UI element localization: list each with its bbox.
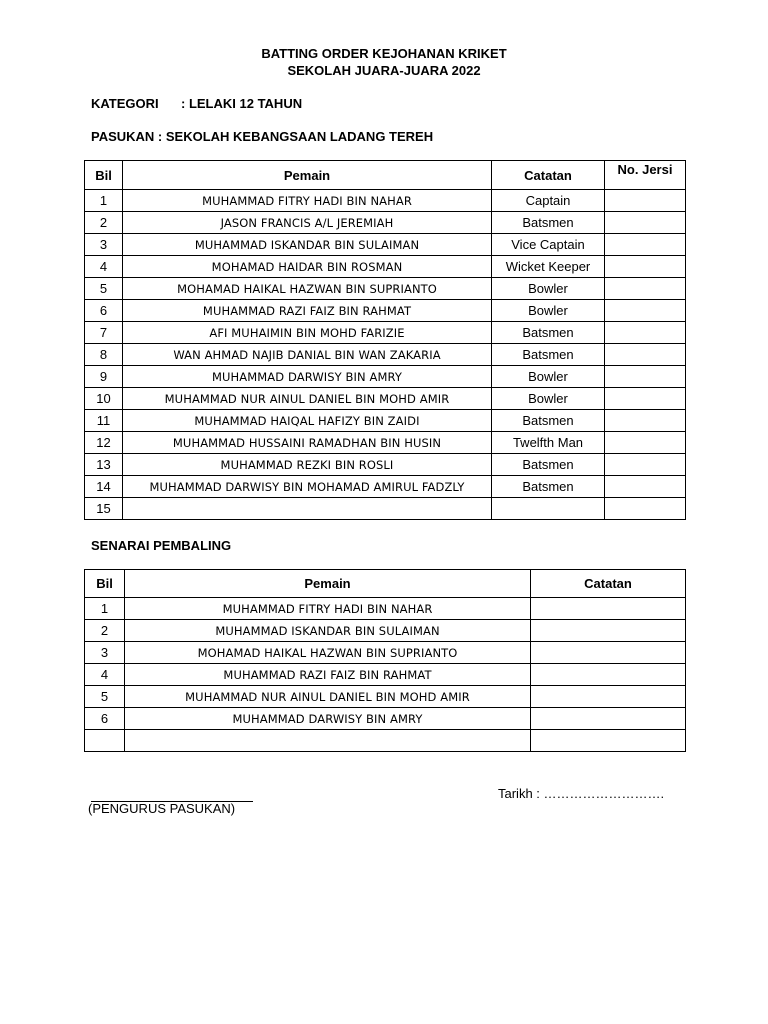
row-pemain xyxy=(125,730,531,752)
row-pemain: JASON FRANCIS A/L JEREMIAH xyxy=(123,212,492,234)
batting-header-row xyxy=(85,161,686,190)
document-subtitle: SEKOLAH JUARA-JUARA 2022 xyxy=(287,63,481,78)
row-pemain xyxy=(123,498,492,520)
batting-header-pemain: Pemain xyxy=(123,161,492,190)
row-catatan xyxy=(531,708,686,730)
kategori-value: : LELAKI 12 TAHUN xyxy=(181,96,303,111)
row-jersi xyxy=(605,432,686,454)
table-row xyxy=(85,234,686,256)
row-pemain: MOHAMAD HAIKAL HAZWAN BIN SUPRIANTO xyxy=(123,278,492,300)
row-pemain: MUHAMMAD FITRY HADI BIN NAHAR xyxy=(125,598,531,620)
row-catatan: Batsmen xyxy=(492,212,605,234)
document-title: BATTING ORDER KEJOHANAN KRIKET xyxy=(261,46,507,61)
row-pemain: AFI MUHAIMIN BIN MOHD FARIZIE xyxy=(123,322,492,344)
row-catatan xyxy=(531,620,686,642)
row-jersi xyxy=(605,234,686,256)
row-pemain: MUHAMMAD HAIQAL HAFIZY BIN ZAIDI xyxy=(123,410,492,432)
row-pemain: MUHAMMAD NUR AINUL DANIEL BIN MOHD AMIR xyxy=(123,388,492,410)
table-row xyxy=(85,642,686,664)
row-jersi xyxy=(605,454,686,476)
row-catatan: Bowler xyxy=(492,366,605,388)
row-catatan: Twelfth Man xyxy=(492,432,605,454)
row-catatan xyxy=(531,598,686,620)
table-row xyxy=(85,708,686,730)
row-pemain: MUHAMMAD ISKANDAR BIN SULAIMAN xyxy=(125,620,531,642)
date-field: Tarikh : ………………………. xyxy=(498,786,665,801)
row-jersi xyxy=(605,278,686,300)
row-bil: 4 xyxy=(85,664,125,686)
row-pemain: MOHAMAD HAIDAR BIN ROSMAN xyxy=(123,256,492,278)
row-bil: 3 xyxy=(85,234,123,256)
row-jersi xyxy=(605,190,686,212)
row-pemain: MUHAMMAD DARWISY BIN AMRY xyxy=(123,366,492,388)
table-row xyxy=(85,598,686,620)
senarai-pembaling-heading: SENARAI PEMBALING xyxy=(91,538,232,553)
row-catatan: Bowler xyxy=(492,300,605,322)
table-row xyxy=(85,300,686,322)
row-catatan: Batsmen xyxy=(492,476,605,498)
batting-header-jersi: No. Jersi xyxy=(605,161,686,190)
row-catatan: Bowler xyxy=(492,278,605,300)
table-row xyxy=(85,454,686,476)
batting-order-table xyxy=(84,160,686,520)
signature-label: (PENGURUS PASUKAN) xyxy=(88,801,236,816)
row-bil: 5 xyxy=(85,278,123,300)
table-row xyxy=(85,620,686,642)
table-row xyxy=(85,322,686,344)
row-bil: 9 xyxy=(85,366,123,388)
row-pemain: MUHAMMAD REZKI BIN ROSLI xyxy=(123,454,492,476)
bowler-rows xyxy=(85,598,686,752)
row-jersi xyxy=(605,366,686,388)
bowler-header-pemain: Pemain xyxy=(125,570,531,598)
row-pemain: MUHAMMAD NUR AINUL DANIEL BIN MOHD AMIR xyxy=(125,686,531,708)
row-catatan xyxy=(531,686,686,708)
row-catatan: Batsmen xyxy=(492,322,605,344)
row-catatan xyxy=(531,730,686,752)
row-bil: 5 xyxy=(85,686,125,708)
table-row xyxy=(85,432,686,454)
row-jersi xyxy=(605,476,686,498)
row-jersi xyxy=(605,410,686,432)
kategori-line xyxy=(91,95,302,112)
row-bil: 1 xyxy=(85,190,123,212)
bowler-list-table xyxy=(84,569,686,752)
row-pemain: MUHAMMAD DARWISY BIN MOHAMAD AMIRUL FADZLY xyxy=(123,476,492,498)
row-jersi xyxy=(605,344,686,366)
bowler-header-catatan: Catatan xyxy=(531,570,686,598)
row-pemain: MUHAMMAD HUSSAINI RAMADHAN BIN HUSIN xyxy=(123,432,492,454)
table-row xyxy=(85,476,686,498)
batting-header-bil: Bil xyxy=(85,161,123,190)
row-bil: 1 xyxy=(85,598,125,620)
kategori-label: KATEGORI xyxy=(91,96,159,111)
row-catatan: Batsmen xyxy=(492,410,605,432)
row-pemain: MUHAMMAD RAZI FAIZ BIN RAHMAT xyxy=(125,664,531,686)
row-bil: 2 xyxy=(85,620,125,642)
row-jersi xyxy=(605,212,686,234)
batting-header-catatan: Catatan xyxy=(492,161,605,190)
row-pemain: MOHAMAD HAIKAL HAZWAN BIN SUPRIANTO xyxy=(125,642,531,664)
row-bil: 11 xyxy=(85,410,123,432)
bowler-header-bil: Bil xyxy=(85,570,125,598)
row-bil: 4 xyxy=(85,256,123,278)
row-catatan xyxy=(531,642,686,664)
row-bil: 7 xyxy=(85,322,123,344)
row-catatan: Captain xyxy=(492,190,605,212)
table-row xyxy=(85,664,686,686)
row-bil: 6 xyxy=(85,708,125,730)
row-catatan xyxy=(531,664,686,686)
row-catatan xyxy=(492,498,605,520)
row-bil: 10 xyxy=(85,388,123,410)
row-bil: 14 xyxy=(85,476,123,498)
row-jersi xyxy=(605,322,686,344)
row-jersi xyxy=(605,300,686,322)
table-row xyxy=(85,278,686,300)
table-row xyxy=(85,686,686,708)
row-pemain: MUHAMMAD DARWISY BIN AMRY xyxy=(125,708,531,730)
row-bil: 13 xyxy=(85,454,123,476)
table-row xyxy=(85,190,686,212)
row-bil: 12 xyxy=(85,432,123,454)
table-row xyxy=(85,410,686,432)
row-bil: 15 xyxy=(85,498,123,520)
row-pemain: MUHAMMAD ISKANDAR BIN SULAIMAN xyxy=(123,234,492,256)
row-catatan: Bowler xyxy=(492,388,605,410)
table-row xyxy=(85,212,686,234)
row-pemain: MUHAMMAD FITRY HADI BIN NAHAR xyxy=(123,190,492,212)
row-pemain: MUHAMMAD RAZI FAIZ BIN RAHMAT xyxy=(123,300,492,322)
row-jersi xyxy=(605,498,686,520)
table-row xyxy=(85,256,686,278)
row-catatan: Wicket Keeper xyxy=(492,256,605,278)
table-row xyxy=(85,498,686,520)
row-catatan: Vice Captain xyxy=(492,234,605,256)
row-jersi xyxy=(605,388,686,410)
table-row xyxy=(85,366,686,388)
row-pemain: WAN AHMAD NAJIB DANIAL BIN WAN ZAKARIA xyxy=(123,344,492,366)
bowler-header-row xyxy=(85,570,686,598)
row-bil: 2 xyxy=(85,212,123,234)
batting-rows xyxy=(85,190,686,520)
row-catatan: Batsmen xyxy=(492,344,605,366)
row-bil xyxy=(85,730,125,752)
table-row xyxy=(85,344,686,366)
row-catatan: Batsmen xyxy=(492,454,605,476)
pasukan-line: PASUKAN : SEKOLAH KEBANGSAAN LADANG TEREH xyxy=(91,129,434,144)
row-bil: 6 xyxy=(85,300,123,322)
row-jersi xyxy=(605,256,686,278)
table-row xyxy=(85,730,686,752)
row-bil: 3 xyxy=(85,642,125,664)
row-bil: 8 xyxy=(85,344,123,366)
table-row xyxy=(85,388,686,410)
